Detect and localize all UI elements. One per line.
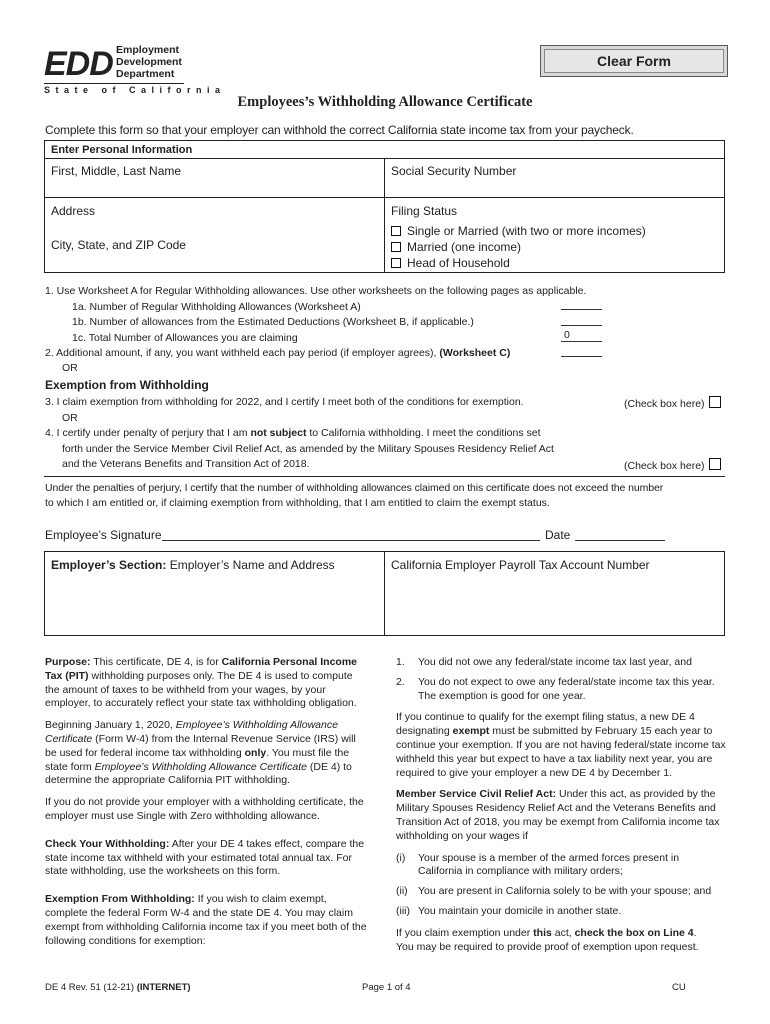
claim-this: this: [533, 926, 552, 939]
begin-w4-title: Employee’s Withholding Allowance Certificate: [45, 719, 338, 745]
purpose-heading: Purpose:: [45, 656, 91, 668]
condition-ii-num: (ii): [396, 885, 408, 898]
employer-account-label: California Employer Payroll Tax Account Number: [391, 558, 650, 572]
employer-name-label: Employer’s Name and Address: [166, 558, 335, 572]
line-4-cont-2: and the Veterans Benefits and Transition Act of 2018.: [62, 458, 310, 470]
purpose-paragraph: [45, 656, 370, 711]
filing-option-hoh-label: Head of Household: [407, 256, 510, 270]
employer-section-label: Employer’s Section:: [51, 558, 167, 572]
footer-form-id: [45, 982, 191, 993]
line-4-checkbox[interactable]: [709, 458, 721, 470]
or-2: OR: [62, 412, 78, 424]
perjury-line-1: Under the penalties of perjury, I certify that the number of withholding allowances claimed on this certificate does not exceed the number: [45, 482, 664, 494]
beginning-paragraph: [45, 719, 370, 788]
edd-logo-text: EDD: [44, 45, 113, 83]
checkbox-hoh[interactable]: [391, 258, 401, 268]
condition-iii: [396, 905, 726, 919]
begin-de4-title: Employee’s Withholding Allowance Certificate: [94, 760, 307, 773]
footer-form-id-text: DE 4 Rev. 51 (12-21): [45, 982, 137, 993]
begin-text-d: (DE 4) to determine the appropriate California PIT withholding.: [45, 760, 352, 787]
personal-section-label: Enter Personal Information: [51, 144, 193, 156]
intro-text: Complete this form so that your employer can withhold the correct California state income tax from your paycheck.: [45, 123, 634, 137]
instructions-left: [45, 656, 370, 956]
line-4: [45, 427, 541, 439]
personal-section-header: [45, 141, 724, 159]
line-1b: 1b. Number of allowances from the Estimated Deductions (Worksheet B, if applicable.): [72, 316, 474, 328]
dept-line-3: Department: [116, 68, 175, 80]
employer-account-field[interactable]: [391, 558, 650, 573]
condition-1-text: You did not owe any federal/state income tax last year, and: [418, 656, 692, 668]
continue-text-b: must be submitted by February 15 each year to continue your exemption. If you are not having federal/state income tax withheld this year but expect to have a tax liability next year, you are required to give your employer a new DE 4 by December 1.: [396, 725, 726, 779]
employer-divider: [384, 552, 385, 635]
condition-2: [396, 676, 726, 704]
form-title: Employees’s Withholding Allowance Certificate: [237, 94, 533, 110]
condition-i: [396, 852, 726, 880]
msc-heading: Member Service Civil Relief Act:: [396, 788, 557, 801]
signature-input[interactable]: [162, 540, 540, 541]
address-label: Address: [51, 204, 96, 218]
filing-option-single[interactable]: [391, 224, 646, 239]
begin-only: only: [244, 746, 267, 759]
line-1c: 1c. Total Number of Allowances you are claiming: [72, 332, 298, 344]
filing-option-married[interactable]: [391, 240, 521, 255]
claim-text-b: act,: [551, 926, 575, 939]
exempt-text: If you wish to claim exempt, complete the federal Form W-4 and the state DE 4. You may claim exempt from withholding California income tax if you meet both of the following conditions for exemption:: [45, 893, 367, 947]
exemption-heading: Exemption from Withholding: [45, 378, 209, 392]
filing-option-single-label: Single or Married (with two or more incomes): [407, 224, 646, 238]
personal-info-table: [44, 140, 725, 273]
claim-text-c: .: [693, 926, 697, 939]
line-1: 1. Use Worksheet A for Regular Withholding allowances. Use other worksheets on the following pages as applicable.: [45, 285, 587, 297]
state-line: S t a t e o f C a l i f o r n i a: [44, 85, 222, 95]
checkbox-married[interactable]: [391, 242, 401, 252]
filing-option-married-label: Married (one income): [407, 240, 522, 254]
line-2-text: 2. Additional amount, if any, you want withheld each pay period (if employer agrees),: [45, 347, 440, 359]
checkbox-single[interactable]: [391, 226, 401, 236]
purpose-pit: California Personal Income Tax (PIT): [45, 656, 357, 682]
check-paragraph: [45, 838, 370, 879]
purpose-text-b: withholding purposes only. The DE 4 is used to compute the amount of taxes to be withheld from your wages, by your employer, to accurately reflect your state tax withholding obligation.: [45, 669, 357, 710]
perjury-line-2: to which I am entitled or, if claiming exemption from withholding, that I am entitled to claim the exempt status.: [45, 497, 550, 509]
name-label: First, Middle, Last Name: [51, 164, 182, 178]
begin-text-b: (Form W-4) from the Internal Revenue Service (IRS) will be used for federal income tax withholding: [45, 732, 356, 759]
clear-form-button[interactable]: [540, 45, 728, 77]
line-3-check[interactable]: [624, 396, 727, 410]
msc-text: Under this act, as provided by the Military Spouses Residency Relief Act and the Veterans Benefits and Transition Act of 2018, you may be exempt from California income tax withholding on your wages if: [396, 788, 720, 842]
name-field[interactable]: [45, 159, 384, 197]
filing-status-label: Filing Status: [391, 204, 458, 218]
date-label: Date: [545, 528, 571, 542]
address-field[interactable]: [45, 198, 384, 230]
condition-ii: [396, 885, 726, 899]
date-input[interactable]: [575, 540, 665, 541]
condition-i-num: (i): [396, 851, 406, 864]
line-4-check-label: (Check box here): [624, 460, 705, 472]
msc-paragraph: [396, 788, 726, 843]
line-4-text-b: to California withholding. I meet the conditions set: [306, 427, 541, 439]
ssn-label: Social Security Number: [391, 164, 517, 178]
line-4-check[interactable]: [624, 458, 727, 472]
line-4-not-subject: not subject: [250, 427, 307, 439]
continue-paragraph: [396, 711, 726, 780]
condition-1: [396, 656, 726, 670]
employer-table: [44, 551, 725, 636]
footer-internet: (INTERNET): [136, 982, 191, 993]
line-2: [45, 347, 510, 359]
line-4-cont-1: forth under the Service Member Civil Relief Act, as amended by the Military Spouses Residency Relief Act: [62, 443, 554, 455]
signature-label: Employee’s Signature: [45, 528, 162, 542]
condition-1-num: 1.: [396, 656, 405, 668]
clear-form-label: Clear Form: [544, 49, 724, 73]
condition-2-num: 2.: [396, 675, 405, 688]
line-1b-input[interactable]: [561, 325, 602, 326]
dept-line-1: Employment: [116, 44, 180, 56]
begin-text-c: . You must file the state form: [45, 746, 350, 773]
line-3: 3. I claim exemption from withholding for 2022, and I certify I meet both of the conditions for exemption.: [45, 396, 524, 408]
condition-i-text: Your spouse is a member of the armed forces present in California in compliance with military orders;: [418, 851, 680, 878]
or-1: OR: [62, 362, 78, 374]
purpose-text-a: This certificate, DE 4, is for: [90, 656, 222, 668]
city-field[interactable]: [45, 230, 384, 272]
check-heading: Check Your Withholding:: [45, 837, 170, 850]
noprovide-paragraph: If you do not provide your employer with a withholding certificate, the employer must use Single with Zero withholding allowance.: [45, 796, 364, 822]
line-1c-value: 0: [564, 329, 570, 341]
city-label: City, State, and ZIP Code: [51, 238, 186, 252]
condition-ii-text: You are present in California solely to be with your spouse; and: [418, 885, 712, 898]
claim-text-a: If you claim exemption under: [396, 926, 534, 939]
instructions-right: [396, 656, 726, 962]
line-3-checkbox[interactable]: [709, 396, 721, 408]
logo-rule: [44, 83, 184, 84]
check-text: After your DE 4 takes effect, compare the state income tax withheld with your estimated total annual tax. For state withholding, use the worksheets on this form.: [45, 837, 365, 878]
edd-logo: [44, 44, 222, 95]
footer-page: Page 1 of 4: [362, 982, 411, 993]
condition-iii-num: (iii): [396, 904, 410, 917]
exempt-heading: Exemption From Withholding:: [45, 893, 195, 906]
begin-text-a: Beginning January 1, 2020,: [45, 719, 176, 732]
line-2-worksheet: (Worksheet C): [439, 347, 511, 359]
line-3-check-label: (Check box here): [624, 398, 705, 410]
claim-check-line4: check the box on Line 4: [574, 926, 694, 939]
line-4-text-a: 4. I certify under penalty of perjury that I am: [45, 427, 251, 439]
line-1a: 1a. Number of Regular Withholding Allowances (Worksheet A): [72, 301, 361, 313]
line-1c-input[interactable]: [561, 341, 602, 342]
filing-option-hoh[interactable]: [391, 256, 510, 271]
line-1a-input[interactable]: [561, 309, 602, 310]
ssn-field[interactable]: [385, 159, 725, 197]
employer-name-field[interactable]: [51, 558, 335, 573]
condition-iii-text: You maintain your domicile in another state.: [418, 904, 622, 917]
condition-2-text: You do not expect to owe any federal/state income tax this year. The exemption is good for one year.: [418, 675, 715, 702]
footer-code: CU: [672, 982, 686, 993]
continue-text-a: If you continue to qualify for the exempt filing status, a new DE 4 designating: [396, 711, 695, 738]
line-2-input[interactable]: [561, 356, 602, 357]
continue-exempt: exempt: [452, 725, 490, 738]
perjury-rule: [44, 476, 725, 477]
dept-line-2: Development: [116, 56, 182, 68]
claim-text-d: You may be required to provide proof of exemption upon request.: [396, 940, 699, 953]
exempt-paragraph: [45, 893, 370, 948]
claim-paragraph: [396, 927, 726, 955]
